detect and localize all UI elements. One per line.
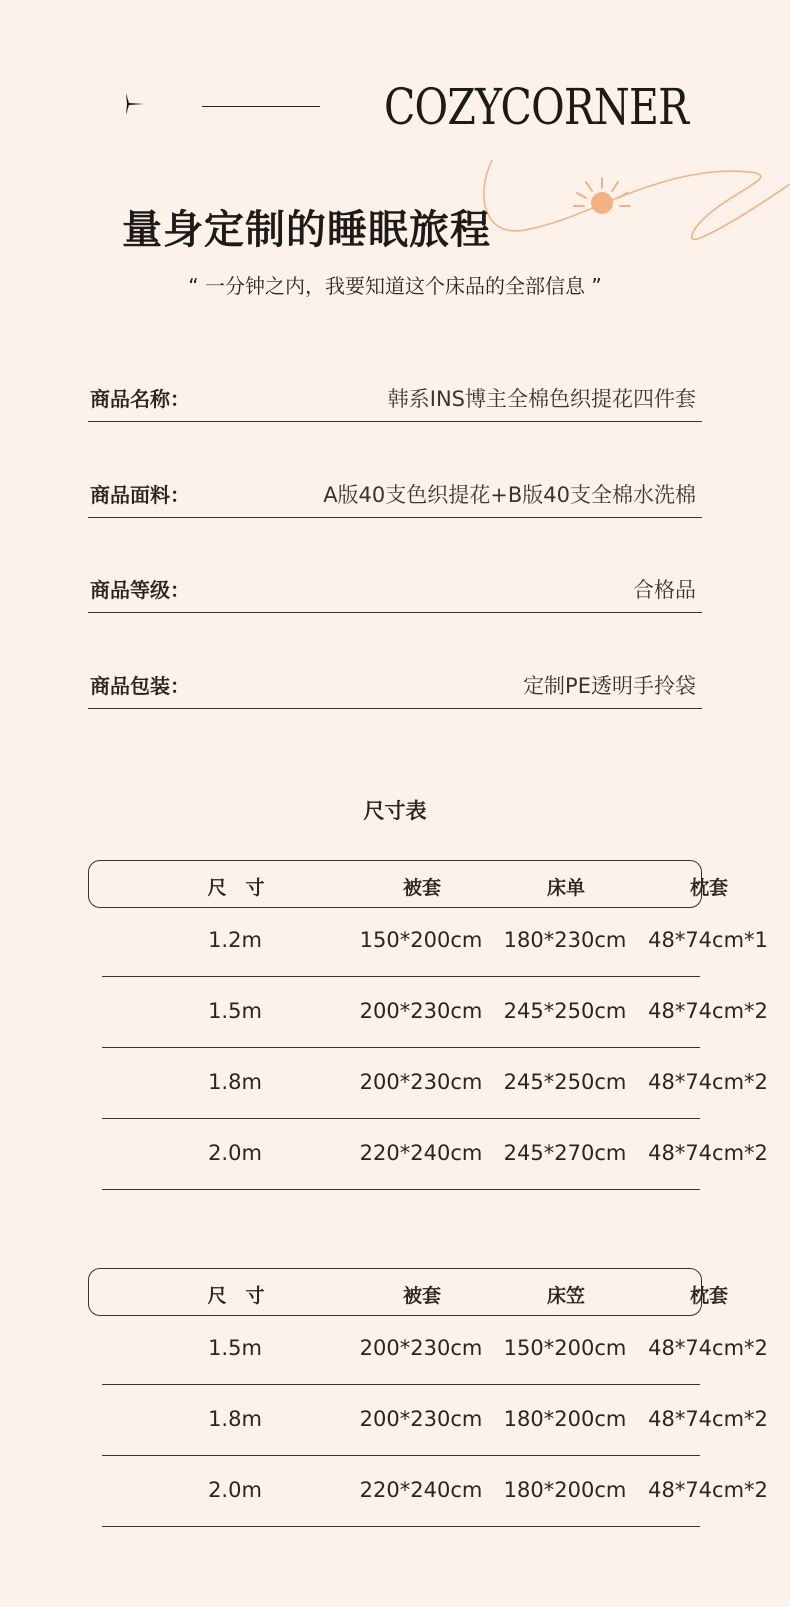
table-row (102, 977, 768, 1048)
table-cell: 220*240cm (359, 1478, 483, 1502)
table-row (102, 1385, 768, 1456)
table-cell: 48*74cm*2 (648, 1407, 768, 1431)
sun-icon (574, 178, 630, 214)
table-cell: 200*230cm (359, 999, 483, 1023)
table-header (88, 860, 729, 908)
info-label: 商品等级： (90, 578, 190, 602)
header-cell-duvet: 被套 (402, 1285, 442, 1307)
header-cell-pillowcase: 枕套 (689, 1285, 729, 1307)
info-row-fabric (88, 473, 702, 518)
table-header (88, 1268, 729, 1316)
info-label: 商品名称： (90, 387, 190, 411)
four-point-star-icon (122, 92, 146, 116)
info-value: 韩系INS博主全棉色织提花四件套 (387, 387, 696, 411)
table-cell: 200*230cm (359, 1070, 483, 1094)
tagline-quote: “ 一分钟之内，我要知道这个床品的全部信息 ” (188, 274, 602, 298)
brand-logo: COZYCORNER (384, 78, 689, 136)
sun-wave-decoration (480, 158, 790, 248)
table-cell: 48*74cm*2 (648, 1336, 768, 1360)
table-cell: 2.0m (208, 1478, 262, 1502)
table-cell: 48*74cm*2 (648, 1070, 768, 1094)
info-row-grade (88, 568, 702, 613)
table-cell: 48*74cm*2 (648, 1478, 768, 1502)
header-cell-fitted-sheet: 床笠 (546, 1285, 586, 1307)
table-cell: 1.5m (208, 999, 262, 1023)
info-row-name (88, 377, 702, 422)
info-row-packaging (88, 664, 702, 709)
table-cell: 245*270cm (503, 1141, 627, 1165)
table-cell: 1.8m (208, 1407, 262, 1431)
table-cell: 2.0m (208, 1141, 262, 1165)
table-cell: 48*74cm*2 (648, 1141, 768, 1165)
brand-divider-line (202, 106, 320, 107)
table-cell: 220*240cm (359, 1141, 483, 1165)
table-cell: 1.5m (208, 1336, 262, 1360)
table-cell: 1.8m (208, 1070, 262, 1094)
table-cell: 245*250cm (503, 1070, 627, 1094)
table-cell: 200*230cm (359, 1407, 483, 1431)
info-value: 定制PE透明手拎袋 (523, 674, 696, 698)
table-cell: 150*200cm (359, 928, 483, 952)
size-table-fitted-sheet (88, 1268, 768, 1528)
table-row (102, 1119, 768, 1190)
header-cell-duvet: 被套 (402, 877, 442, 899)
size-chart-title: 尺寸表 (363, 799, 427, 823)
info-label: 商品包装： (90, 674, 190, 698)
table-cell: 180*230cm (503, 928, 627, 952)
table-cell: 1.2m (208, 928, 262, 952)
table-cell: 245*250cm (503, 999, 627, 1023)
table-cell: 48*74cm*2 (648, 999, 768, 1023)
header-cell-sheet: 床单 (546, 877, 586, 899)
header-cell-size: 尺 寸 (207, 877, 265, 899)
info-label: 商品面料： (90, 483, 190, 507)
table-cell: 180*200cm (503, 1407, 627, 1431)
table-row (102, 1314, 768, 1385)
header-cell-pillowcase: 枕套 (689, 877, 729, 899)
header-cell-size: 尺 寸 (207, 1285, 265, 1307)
table-cell: 150*200cm (503, 1336, 627, 1360)
table-cell: 48*74cm*1 (648, 928, 768, 952)
info-value: 合格品 (633, 578, 696, 602)
table-row (102, 1048, 768, 1119)
table-row (102, 1456, 768, 1527)
size-table-flat-sheet (88, 860, 768, 1190)
page-title: 量身定制的睡眠旅程 (122, 207, 491, 253)
table-row (102, 906, 768, 977)
info-value: A版40支色织提花+B版40支全棉水洗棉 (323, 483, 696, 507)
table-cell: 200*230cm (359, 1336, 483, 1360)
table-cell: 180*200cm (503, 1478, 627, 1502)
